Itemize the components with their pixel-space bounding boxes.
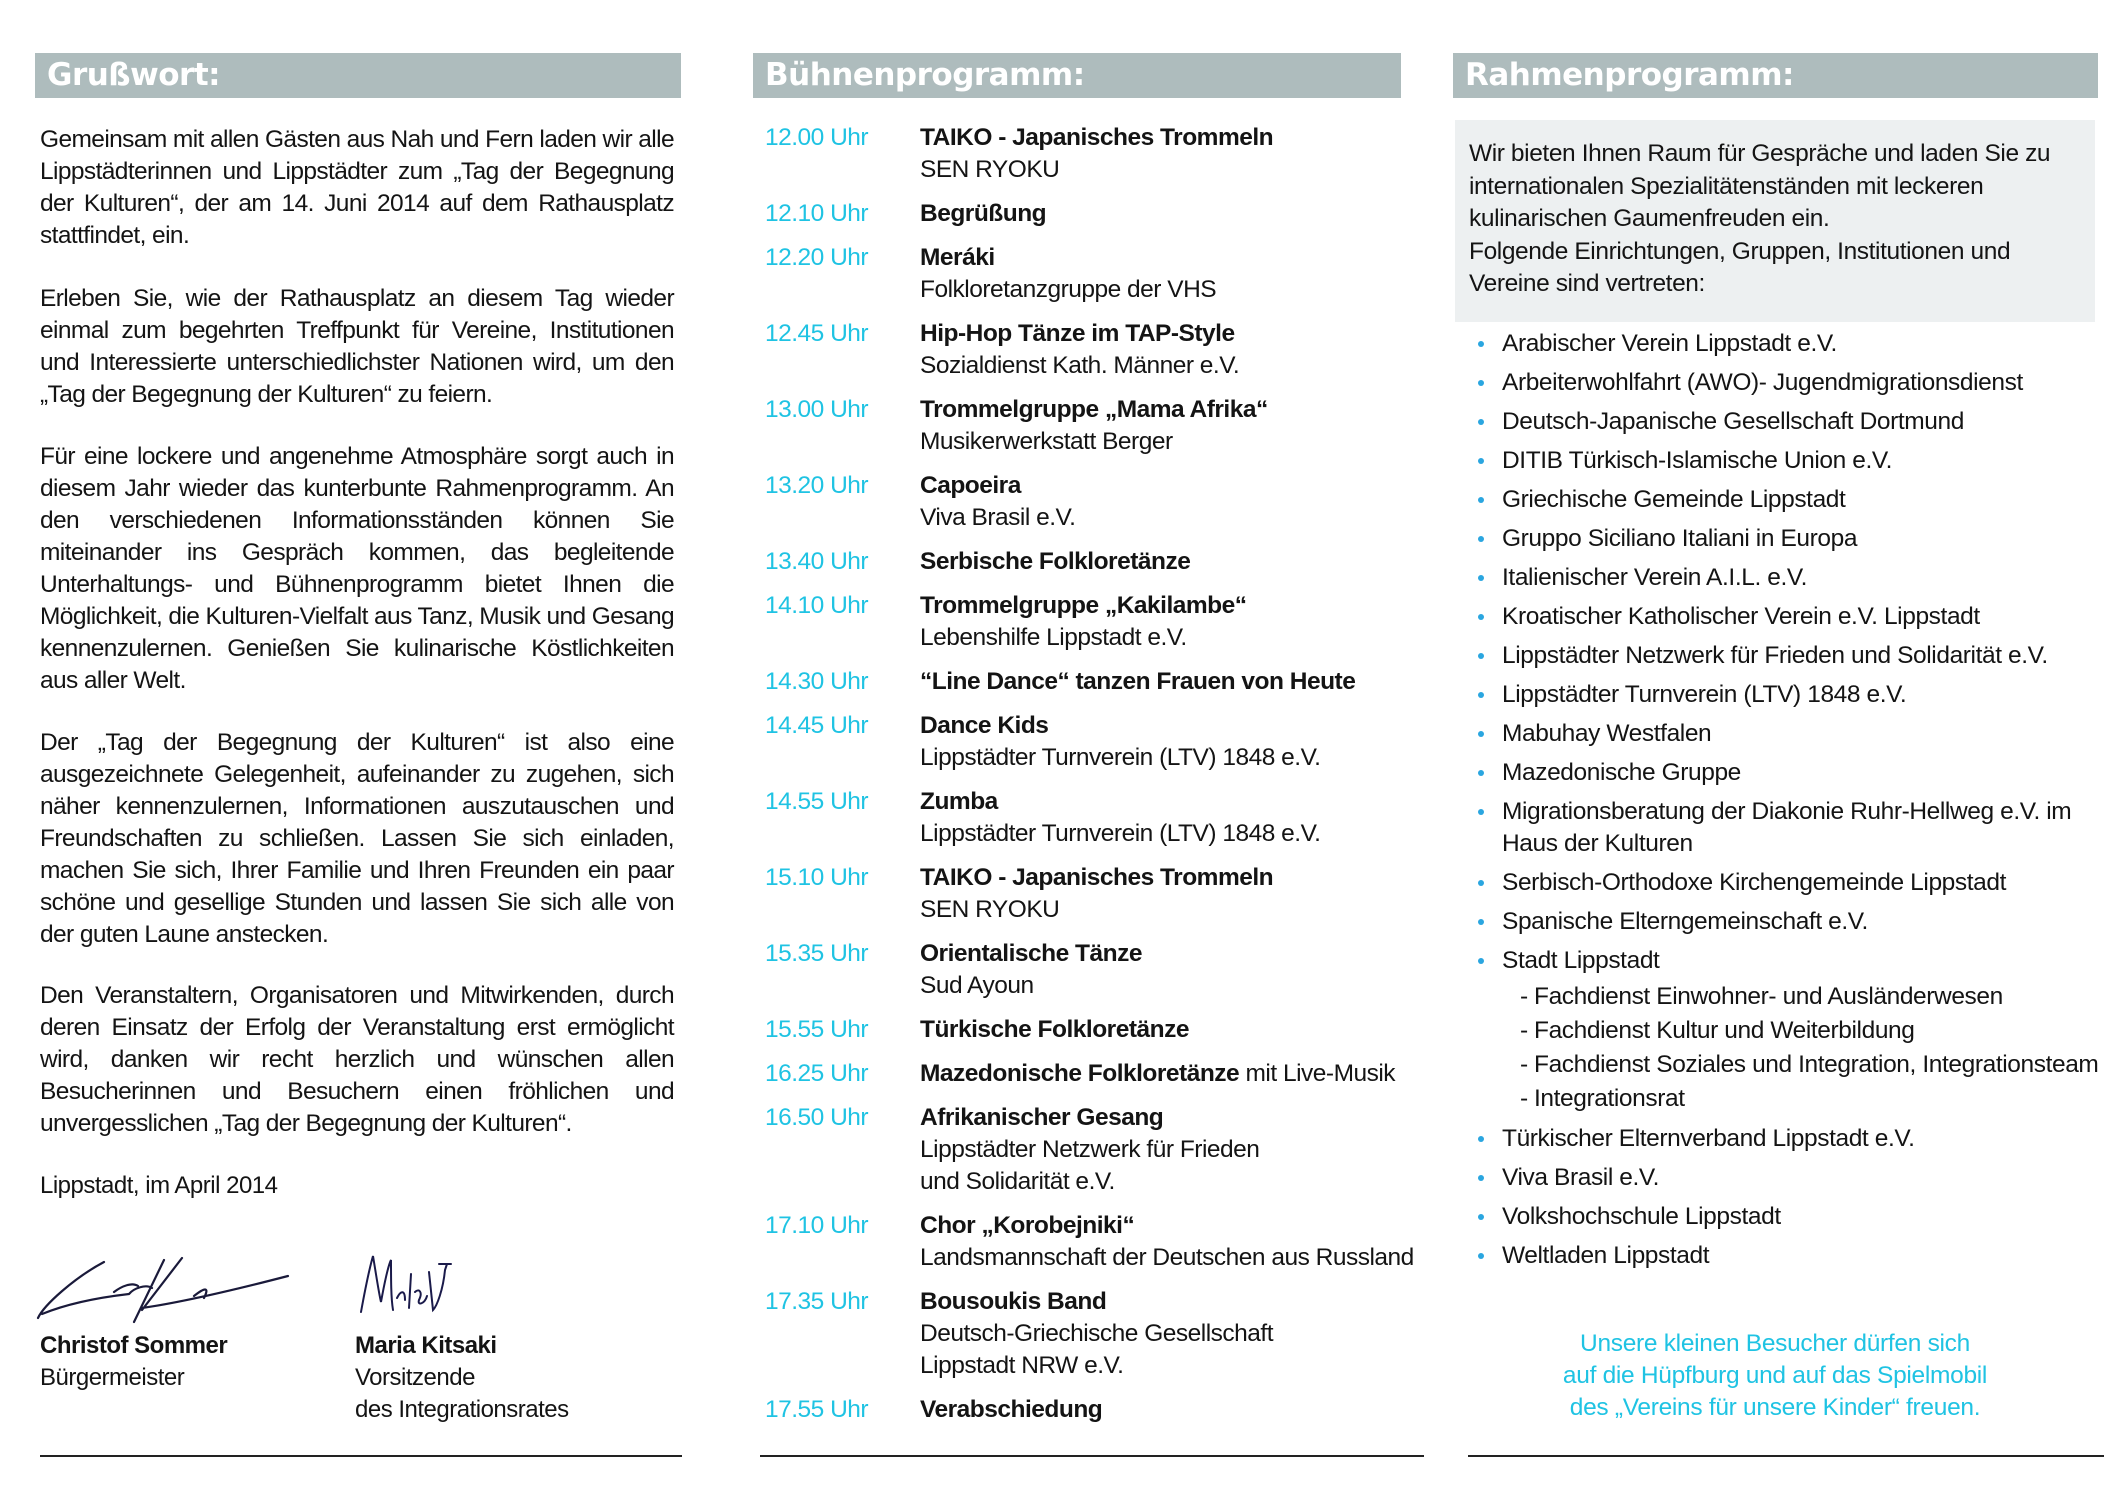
divider — [760, 1455, 1424, 1457]
schedule-title-suffix: mit Live-Musik — [1239, 1060, 1396, 1087]
schedule-title — [920, 1396, 1102, 1423]
rahmenprogramm-intro-box — [1455, 120, 2095, 322]
schedule-time: 14.45 Uhr — [765, 712, 869, 739]
organization-item — [1478, 945, 2108, 1116]
organization-item — [1478, 679, 2108, 711]
intro-text: Folgende Einrichtungen, Gruppen, Institutionen und Vereine sind vertreten: — [1469, 237, 2011, 297]
organization-name: DITIB Türkisch-Islamische Union e.V. — [1502, 447, 1892, 474]
schedule-performer: Lippstädter Netzwerk für Frieden — [920, 1136, 1260, 1163]
signatory-role: des Integrationsrates — [355, 1396, 569, 1423]
schedule-performer: Lippstädter Turnverein (LTV) 1848 e.V. — [920, 820, 1321, 847]
bullet-icon — [1478, 1214, 1484, 1220]
organization-item — [1478, 562, 2108, 594]
bullet-icon — [1478, 419, 1484, 425]
schedule-performer: Lebenshilfe Lippstadt e.V. — [920, 624, 1187, 651]
organization-item — [1478, 796, 2108, 860]
schedule-time: 17.10 Uhr — [765, 1212, 869, 1239]
divider — [1468, 1455, 2104, 1457]
schedule-performer: Sozialdienst Kath. Männer e.V. — [920, 352, 1240, 379]
bullet-icon — [1478, 1175, 1484, 1181]
schedule-performer: SEN RYOKU — [920, 896, 1060, 923]
buehnenprogramm-heading: Bühnenprogramm: — [753, 53, 1401, 98]
schedule-title — [920, 124, 1273, 151]
schedule-entry — [920, 1286, 1440, 1382]
organization-subitem — [1520, 1014, 2108, 1048]
schedule-title — [920, 1212, 1134, 1239]
bullet-icon — [1478, 458, 1484, 464]
paragraph-text: Gemeinsam mit allen Gästen aus Nah und Fern laden wir alle Lippstädterinnen und Lippstädter zum „Tag der Begegnung der Kulturen“, der am 14. Juni 2014 auf dem Rathausplatz stattfindet, ein. — [40, 126, 674, 249]
signatory-name: Maria Kitsaki — [355, 1332, 497, 1359]
schedule-time: 17.55 Uhr — [765, 1396, 869, 1423]
signatory-2 — [355, 1330, 569, 1426]
schedule-performer: Lippstädter Turnverein (LTV) 1848 e.V. — [920, 744, 1321, 771]
schedule-time: 14.30 Uhr — [765, 668, 869, 695]
schedule-entry — [920, 470, 1440, 534]
organization-item — [1478, 718, 2108, 750]
grusswort-paragraph-1 — [40, 124, 674, 252]
schedule-time: 14.55 Uhr — [765, 788, 869, 815]
bullet-icon — [1478, 497, 1484, 503]
bullet-icon — [1478, 731, 1484, 737]
schedule-title-text: Begrüßung — [920, 200, 1047, 227]
paragraph-text: Der „Tag der Begegnung der Kulturen“ ist also eine ausgezeichnete Gelegenheit, aufeinander zu zugehen, sich näher kennenzulernen, Informationen auszutauschen und Freundschaften zu schließen. Lassen Sie sich einladen, machen Sie sich, Ihrer Familie und Ihren Freunden ein paar schöne und gesellige Stunden und lassen Sie sich alle von der guten Laune anstecken. — [40, 729, 674, 948]
bullet-icon — [1478, 919, 1484, 925]
schedule-title — [920, 244, 995, 271]
organization-name: Spanische Elterngemeinschaft e.V. — [1502, 908, 1868, 935]
schedule-title — [920, 788, 998, 815]
schedule-entry — [920, 1014, 1440, 1046]
organization-subitem-text: Integrationsrat — [1534, 1085, 1685, 1112]
organization-name: Kroatischer Katholischer Verein e.V. Lippstadt — [1502, 603, 1980, 630]
place-date: Lippstadt, im April 2014 — [40, 1172, 278, 1199]
schedule-time: 12.20 Uhr — [765, 244, 869, 271]
schedule-title — [920, 1060, 1395, 1087]
schedule-performer: Lippstadt NRW e.V. — [920, 1352, 1124, 1379]
schedule-title — [920, 668, 1355, 695]
kids-note-line: Unsere kleinen Besucher dürfen sich — [1580, 1330, 1970, 1357]
schedule-title-text: TAIKO - Japanisches Trommeln — [920, 124, 1274, 151]
schedule-title-text: Verabschiedung — [920, 1396, 1103, 1423]
dash-icon: - — [1520, 1085, 1528, 1112]
grusswort-paragraph-4 — [40, 727, 674, 951]
grusswort-paragraph-5 — [40, 980, 674, 1140]
bullet-icon — [1478, 770, 1484, 776]
kids-note-line: des „Vereins für unsere Kinder“ freuen. — [1569, 1394, 1981, 1421]
organization-subitem-text: Fachdienst Kultur und Weiterbildung — [1534, 1017, 1915, 1044]
organization-name: Volkshochschule Lippstadt — [1502, 1203, 1781, 1230]
schedule-title — [920, 320, 1235, 347]
schedule-title — [920, 472, 1021, 499]
schedule-entry — [920, 786, 1440, 850]
grusswort-paragraph-2 — [40, 283, 674, 411]
schedule-entry — [920, 122, 1440, 186]
bullet-icon — [1478, 380, 1484, 386]
schedule-time: 17.35 Uhr — [765, 1288, 869, 1315]
organization-name: Arabischer Verein Lippstadt e.V. — [1502, 330, 1837, 357]
schedule-title — [920, 864, 1273, 891]
organization-name: Viva Brasil e.V. — [1502, 1164, 1660, 1191]
schedule-title — [920, 940, 1142, 967]
schedule-title-text: Zumba — [920, 788, 998, 815]
organization-subitem — [1520, 980, 2108, 1014]
schedule-title-text: Türkische Folkloretänze — [920, 1016, 1189, 1043]
schedule-title-text: Trommelgruppe „Mama Afrika“ — [920, 396, 1268, 423]
bullet-icon — [1478, 1136, 1484, 1142]
schedule-time: 14.10 Uhr — [765, 592, 869, 619]
schedule-time: 15.35 Uhr — [765, 940, 869, 967]
organization-item — [1478, 1123, 2108, 1155]
schedule-title-text: Afrikanischer Gesang — [920, 1104, 1164, 1131]
organization-name: Lippstädter Turnverein (LTV) 1848 e.V. — [1502, 681, 1907, 708]
schedule-performer: SEN RYOKU — [920, 156, 1060, 183]
schedule-time: 13.40 Uhr — [765, 548, 869, 575]
schedule-title — [920, 1104, 1163, 1131]
bullet-icon — [1478, 536, 1484, 542]
schedule-title — [920, 1288, 1106, 1315]
schedule-entry — [920, 394, 1440, 458]
organization-item — [1478, 1201, 2108, 1233]
organization-name: Arbeiterwohlfahrt (AWO)- Jugendmigrationsdienst — [1502, 369, 2023, 396]
schedule-title-text: Hip-Hop Tänze im TAP-Style — [920, 320, 1235, 347]
bullet-icon — [1478, 1253, 1484, 1259]
schedule-title — [920, 396, 1268, 423]
bullet-icon — [1478, 575, 1484, 581]
paragraph-text: Erleben Sie, wie der Rathausplatz an diesem Tag wieder einmal zum begehrten Treffpunkt für Vereine, Institutionen und Interessierte unterschiedlichster Nationen wird, um den „Tag der Begegnung der Kulturen“ zu feiern. — [40, 285, 674, 408]
organization-subitem — [1520, 1082, 2108, 1116]
schedule-title — [920, 200, 1046, 227]
schedule-title-text: Orientalische Tänze — [920, 940, 1142, 967]
organization-item — [1478, 1240, 2108, 1272]
organization-name: Mabuhay Westfalen — [1502, 720, 1712, 747]
schedule-time: 15.55 Uhr — [765, 1016, 869, 1043]
organization-name: Weltladen Lippstadt — [1502, 1242, 1710, 1269]
grusswort-paragraph-3 — [40, 441, 674, 697]
schedule-title-text: Bousoukis Band — [920, 1288, 1107, 1315]
organization-item — [1478, 484, 2108, 516]
schedule-entry — [920, 1210, 1440, 1274]
intro-text: Wir bieten Ihnen Raum für Gespräche und laden Sie zu internationalen Spezialitätenständen mit leckeren kulinarischen Gaumenfreuden ein. — [1469, 140, 2051, 232]
bullet-icon — [1478, 692, 1484, 698]
signature-christof-sommer-image — [34, 1250, 294, 1325]
organization-item — [1478, 367, 2108, 399]
organization-name: Serbisch-Orthodoxe Kirchengemeinde Lippstadt — [1502, 869, 2007, 896]
organization-item — [1478, 867, 2108, 899]
schedule-time: 13.20 Uhr — [765, 472, 869, 499]
schedule-performer: Folkloretanzgruppe der VHS — [920, 276, 1217, 303]
organization-name: Italienischer Verein A.I.L. e.V. — [1502, 564, 1807, 591]
signatory-role: Vorsitzende — [355, 1364, 475, 1391]
schedule-title — [920, 712, 1048, 739]
schedule-entry — [920, 198, 1440, 230]
schedule-title-text: Mazedonische Folkloretänze — [920, 1060, 1240, 1087]
schedule-time: 16.25 Uhr — [765, 1060, 869, 1087]
signatory-name: Christof Sommer — [40, 1332, 228, 1359]
schedule-title-text: Meráki — [920, 244, 995, 271]
schedule-time: 12.10 Uhr — [765, 200, 869, 227]
organization-name: Lippstädter Netzwerk für Frieden und Solidarität e.V. — [1502, 642, 2048, 669]
schedule-time: 12.00 Uhr — [765, 124, 869, 151]
schedule-performer: und Solidarität e.V. — [920, 1168, 1115, 1195]
bullet-icon — [1478, 653, 1484, 659]
schedule-performer: Musikerwerkstatt Berger — [920, 428, 1173, 455]
organization-item — [1478, 757, 2108, 789]
schedule-entry — [920, 1058, 1440, 1090]
schedule-entry — [920, 318, 1440, 382]
schedule-title — [920, 592, 1247, 619]
organization-name: Migrationsberatung der Diakonie Ruhr-Hellweg e.V. im Haus der Kulturen — [1502, 798, 2072, 857]
schedule-entry — [920, 862, 1440, 926]
organization-name: Gruppo Siciliano Italiani in Europa — [1502, 525, 1858, 552]
organization-item — [1478, 640, 2108, 672]
schedule-entry — [920, 1394, 1440, 1426]
kids-note — [1455, 1328, 2095, 1424]
schedule-title-text: Serbische Folkloretänze — [920, 548, 1191, 575]
signature-maria-kitsaki-image — [355, 1250, 455, 1325]
dash-icon: - — [1520, 1051, 1528, 1078]
dash-icon: - — [1520, 983, 1528, 1010]
bullet-icon — [1478, 809, 1484, 815]
schedule-entry — [920, 938, 1440, 1002]
paragraph-text: Für eine lockere und angenehme Atmosphäre sorgt auch in diesem Jahr wieder das kunterbunte Rahmenprogramm. An den verschiedenen Informationsständen können Sie miteinander ins Gespräch kommen, das begleitende Unterhaltungs- und Bühnenprogramm bietet Ihnen die Möglichkeit, die Kulturen-Vielfalt aus Tanz, Musik und Gesang kennenzulernen. Genießen Sie kulinarische Köstlichkeiten aus aller Welt. — [40, 443, 674, 694]
schedule-performer: Landsmannschaft der Deutschen aus Russland — [920, 1244, 1414, 1271]
organization-item — [1478, 406, 2108, 438]
paragraph-text: Den Veranstaltern, Organisatoren und Mitwirkenden, durch deren Einsatz der Erfolg der Veranstaltung erst ermöglicht wird, danken wir recht herzlich und wünschen allen Besucherinnen und Besuchern einen fröhlichen und unvergesslichen „Tag der Begegnung der Kulturen“. — [40, 982, 674, 1137]
schedule-time: 15.10 Uhr — [765, 864, 869, 891]
organization-name: Türkischer Elternverband Lippstadt e.V. — [1502, 1125, 1915, 1152]
schedule-time: 13.00 Uhr — [765, 396, 869, 423]
bullet-icon — [1478, 958, 1484, 964]
divider — [40, 1455, 682, 1457]
schedule-entry — [920, 1102, 1440, 1198]
schedule-title-text: “Line Dance“ tanzen Frauen von Heute — [920, 668, 1356, 695]
kids-note-line: auf die Hüpfburg und auf das Spielmobil — [1562, 1362, 1988, 1389]
organization-name: Griechische Gemeinde Lippstadt — [1502, 486, 1846, 513]
organization-name: Mazedonische Gruppe — [1502, 759, 1741, 786]
organization-item — [1478, 523, 2108, 555]
schedule-title — [920, 1016, 1189, 1043]
schedule-performer: Sud Ayoun — [920, 972, 1034, 999]
bullet-icon — [1478, 614, 1484, 620]
schedule-title-text: Dance Kids — [920, 712, 1049, 739]
organization-sublist — [1502, 980, 2108, 1116]
organization-name: Stadt Lippstadt — [1502, 947, 1660, 974]
schedule-title-text: Trommelgruppe „Kakilambe“ — [920, 592, 1247, 619]
rahmenprogramm-heading: Rahmenprogramm: — [1453, 53, 2098, 98]
organization-subitem-text: Fachdienst Einwohner- und Ausländerwesen — [1534, 983, 2003, 1010]
grusswort-heading: Grußwort: — [35, 53, 681, 98]
schedule-entry — [920, 546, 1440, 578]
schedule-title — [920, 548, 1190, 575]
organization-subitem — [1520, 1048, 2108, 1082]
organization-subitem-text: Fachdienst Soziales und Integration, Integrationsteam — [1534, 1051, 2099, 1078]
schedule-performer: Deutsch-Griechische Gesellschaft — [920, 1320, 1274, 1347]
schedule-title-text: Chor „Korobejniki“ — [920, 1212, 1135, 1239]
organization-item — [1478, 328, 2108, 360]
dash-icon: - — [1520, 1017, 1528, 1044]
schedule-entry — [920, 242, 1440, 306]
bullet-icon — [1478, 341, 1484, 347]
signatory-role: Bürgermeister — [40, 1364, 185, 1391]
schedule-time: 16.50 Uhr — [765, 1104, 869, 1131]
organization-list — [1478, 328, 2108, 1279]
schedule-performer: Viva Brasil e.V. — [920, 504, 1076, 531]
schedule-title-text: TAIKO - Japanisches Trommeln — [920, 864, 1274, 891]
organization-item — [1478, 445, 2108, 477]
organization-item — [1478, 601, 2108, 633]
schedule-entry — [920, 710, 1440, 774]
organization-name: Deutsch-Japanische Gesellschaft Dortmund — [1502, 408, 1964, 435]
schedule-entry — [920, 666, 1440, 698]
schedule-title-text: Capoeira — [920, 472, 1021, 499]
signatory-1 — [40, 1330, 227, 1394]
schedule-time: 12.45 Uhr — [765, 320, 869, 347]
schedule-entry — [920, 590, 1440, 654]
organization-item — [1478, 906, 2108, 938]
bullet-icon — [1478, 880, 1484, 886]
organization-item — [1478, 1162, 2108, 1194]
